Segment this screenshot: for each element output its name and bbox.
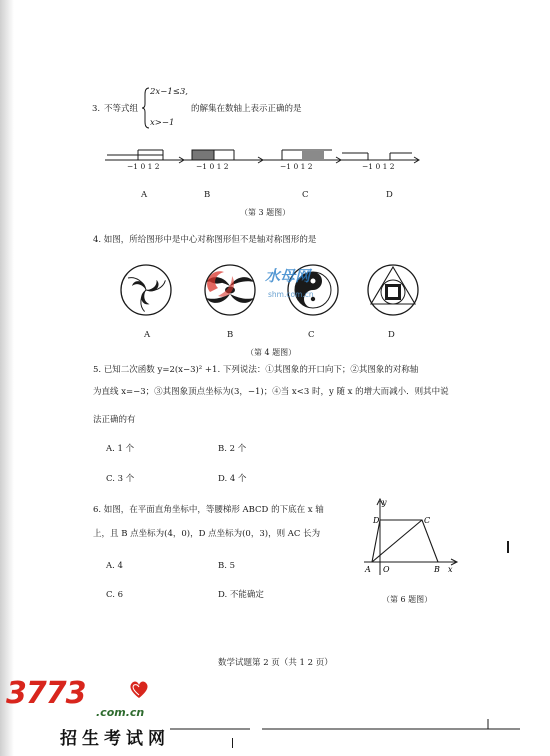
scan-mark (507, 541, 509, 553)
q6-option-d: D. 不能确定 (218, 590, 264, 600)
q3-inequality-2: x>−1 (150, 118, 175, 128)
watermark-logo-icon (198, 262, 242, 306)
logo-number: 3773 (6, 676, 86, 711)
q5-option-d: D. 4 个 (218, 474, 247, 484)
q3-prefix: 不等式组 (104, 104, 139, 114)
q3-ticks-b: −1 0 1 2 (196, 162, 229, 171)
q3-ticks-a: −1 0 1 2 (127, 162, 160, 171)
q5-option-b: B. 2 个 (218, 444, 247, 454)
scan-mark (232, 738, 233, 748)
q4-option-a: A (144, 330, 151, 340)
q5-line-2: 为直线 x=−3；③其图象顶点坐标为(3，−1)；④当 x<3 时，y 随 x 的增大而减小．则其中说 (93, 387, 449, 397)
q4-option-c: C (308, 330, 315, 340)
q5-option-a: A. 1 个 (106, 444, 135, 454)
bottom-rule (170, 715, 530, 735)
q6-label-y: y (382, 498, 387, 507)
q6-option-c: C. 6 (106, 590, 124, 600)
q6-line-1: 6. 如图，在平面直角坐标中，等腰梯形 ABCD 的下底在 x 轴 (93, 505, 324, 515)
watermark-domain: shm.com.cn (268, 290, 314, 299)
q6-label-b: B (434, 565, 440, 574)
q6-option-a: A. 4 (106, 561, 123, 571)
q3-option-c: C (302, 190, 309, 200)
scan-edge-shadow (0, 0, 14, 756)
page-footer: 数学试题第 2 页（共 1 2 页） (218, 658, 333, 668)
q3-ticks-c: −1 0 1 2 (280, 162, 313, 171)
q5-line-1: 5. 已知二次函数 y=2(x−3)² +1. 下列说法：①其图象的开口向下；②其图象的对称轴 (93, 365, 419, 375)
q4-option-b: B (227, 330, 234, 340)
q3-option-b: B (204, 190, 211, 200)
q6-line-2: 上，且 B 点坐标为(4，0)，D 点坐标为(0，3)，则 AC 长为 (93, 529, 321, 539)
q6-label-d: D (373, 516, 380, 525)
q5-line-3: 法正确的有 (93, 415, 136, 425)
q3-inequality-1: 2x−1≤3, (150, 87, 188, 97)
q3-number: 3. (92, 104, 101, 114)
q6-label-x: x (448, 565, 453, 574)
q6-label-c: C (424, 516, 431, 525)
q4-figure-d (365, 262, 421, 318)
q4-figure-a (118, 262, 174, 318)
heart-icon (128, 680, 150, 700)
q4-text: 4. 如图，所给图形中是中心对称图形但不是轴对称图形的是 (93, 235, 317, 245)
q6-option-b: B. 5 (218, 561, 236, 571)
q5-option-c: C. 3 个 (106, 474, 135, 484)
q3-option-a: A (141, 190, 148, 200)
q6-figure (362, 495, 462, 580)
q3-suffix: 的解集在数轴上表示正确的是 (191, 104, 302, 114)
q4-option-d: D (388, 330, 395, 340)
watermark-brand: 水母网 (265, 267, 311, 285)
q4-caption: （第 4 题图） (246, 348, 297, 357)
q3-option-d: D (386, 190, 393, 200)
q6-label-o: O (383, 565, 390, 574)
q6-label-a: A (365, 565, 371, 574)
q3-caption: （第 3 题图） (240, 208, 291, 217)
q6-caption: （第 6 题图） (382, 595, 433, 604)
q3-ticks-d: −1 0 1 2 (362, 162, 395, 171)
logo-domain: .com.cn (96, 706, 145, 719)
logo-chinese-name: 招生考试网 (60, 729, 170, 749)
